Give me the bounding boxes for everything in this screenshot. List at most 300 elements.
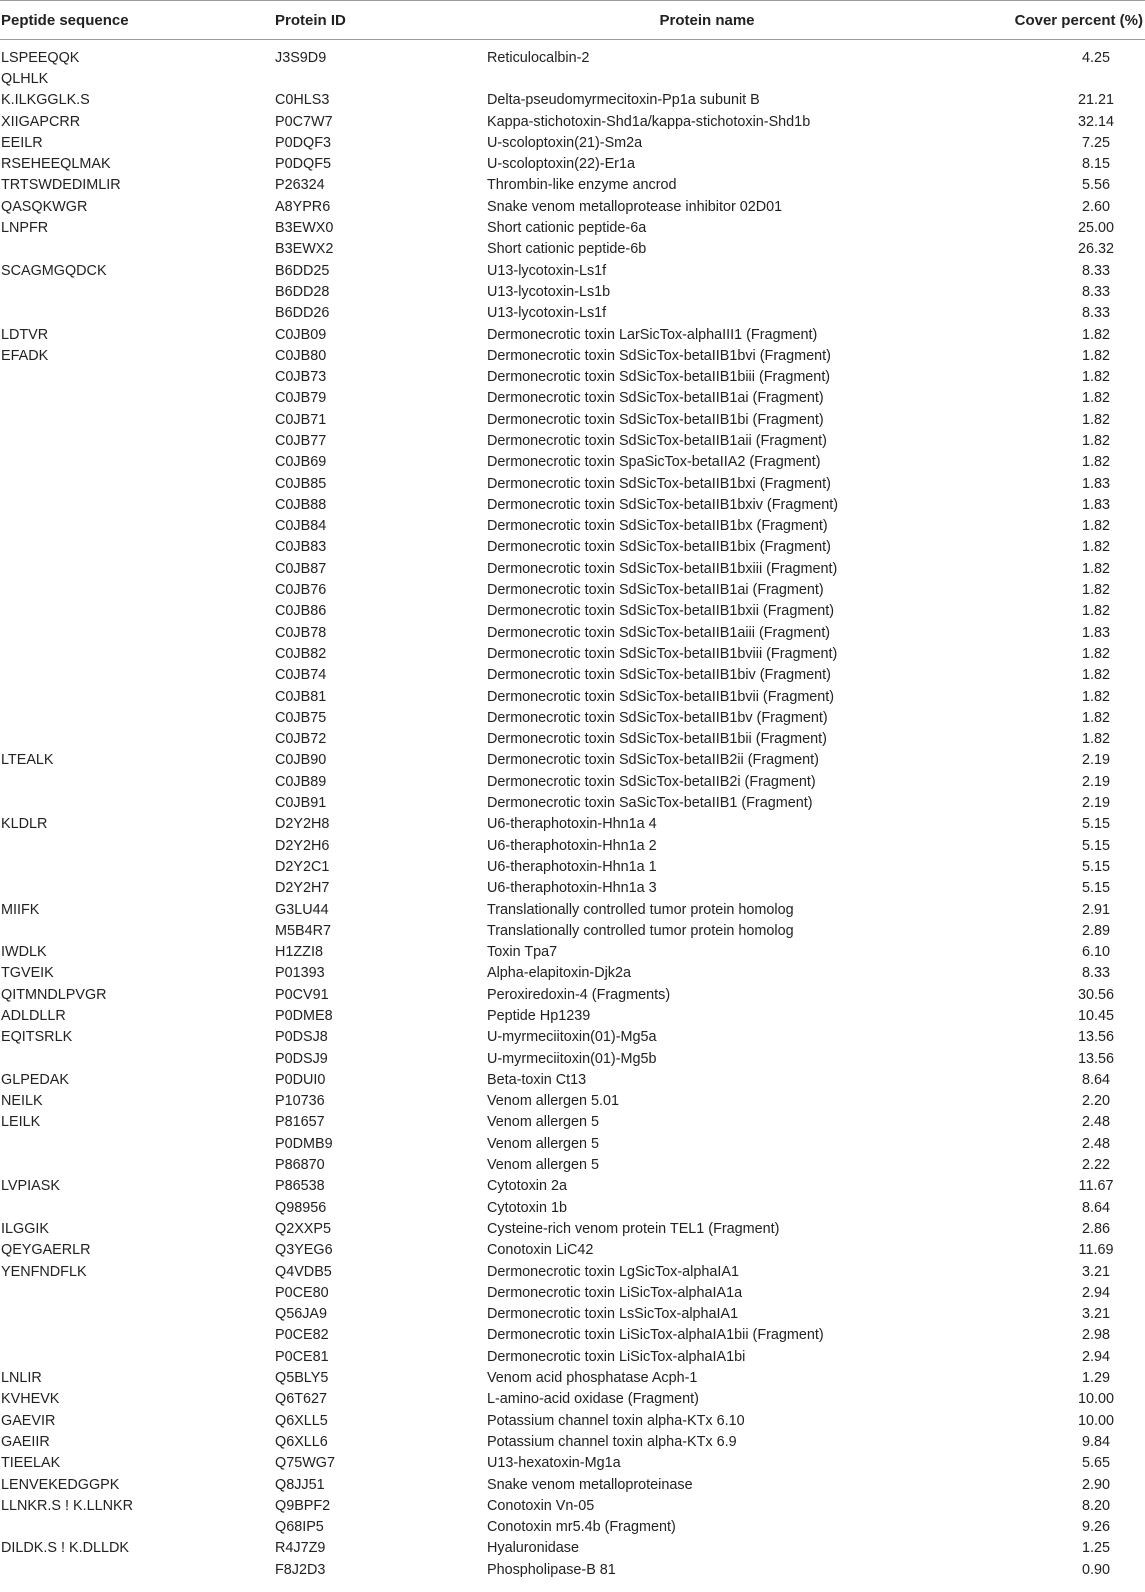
table-row [0,132,1145,153]
cover-percent-cell: 8.64 [1081,1071,1110,1088]
protein-id-cell: B6DD28 [275,283,330,300]
protein-name-cell: Dermonecrotic toxin SdSicTox-betaIIB1aiii (Fragment) [487,624,831,641]
table-row [0,856,1145,877]
cover-percent-cell: 1.29 [1081,1370,1110,1387]
protein-id-cell: Q6XLL6 [275,1433,328,1450]
peptide-sequence-cell: GAEIIR [1,1433,50,1450]
cover-percent-cell: 5.15 [1081,816,1110,833]
protein-name-cell: Dermonecrotic toxin SdSicTox-betaIIB2ii (Fragment) [487,752,819,769]
cover-percent-cell: 26.32 [1077,241,1114,258]
protein-id-cell: P86538 [275,1178,325,1195]
cover-percent-cell: 1.82 [1081,731,1110,748]
table-row [0,729,1145,750]
protein-name-cell: Dermonecrotic toxin LiSicTox-alphaIA1a [487,1284,743,1301]
protein-name-cell: Dermonecrotic toxin LiSicTox-alphaIA1bi [487,1348,746,1365]
protein-id-cell: J3S9D9 [275,49,327,66]
peptide-sequence-cell: NEILK [1,1093,43,1110]
protein-name-cell: Delta-pseudomyrmecitoxin-Pp1a subunit B [487,92,760,109]
table-row [0,814,1145,835]
cover-percent-cell: 5.15 [1081,880,1110,897]
table-row [0,579,1145,600]
protein-name-cell: Potassium channel toxin alpha-KTx 6.9 [487,1433,737,1450]
peptide-sequence-cell: EFADK [1,347,49,364]
table-row [0,1176,1145,1197]
table-row [0,1261,1145,1282]
protein-id-cell: B3EWX0 [275,220,334,237]
header-protein-id: Protein ID [275,11,346,29]
table-row [0,409,1145,430]
protein-name-cell: Dermonecrotic toxin LarSicTox-alphaIII1 (Fragment) [487,326,818,343]
protein-id-cell: Q56JA9 [275,1306,327,1323]
protein-id-cell: P0DME8 [275,1008,333,1024]
cover-percent-cell: 2.91 [1081,901,1110,918]
peptide-sequence-cell: GLPEDAK [1,1071,69,1088]
protein-name-cell: Short cationic peptide-6a [487,220,647,237]
protein-id-cell: C0HLS3 [275,92,330,109]
cover-percent-cell: 10.00 [1077,1412,1114,1429]
protein-name-cell: Dermonecrotic toxin SdSicTox-betaIIB1bvii (Fragment) [487,688,835,705]
peptide-sequence-cell: QASQKWGR [1,198,88,215]
protein-name-cell: U6-theraphotoxin-Hhn1a 4 [487,816,657,833]
peptide-sequence-cell: XIIGAPCRR [1,113,81,130]
table-row [0,1005,1145,1026]
protein-id-cell: C0JB91 [275,795,327,812]
table-row [0,941,1145,962]
cover-percent-cell: 1.25 [1081,1540,1110,1557]
cover-percent-cell: 1.82 [1081,390,1110,407]
protein-name-cell: Dermonecrotic toxin SdSicTox-betaIIB1biii (Fragment) [487,369,831,386]
cover-percent-cell: 11.69 [1078,1242,1114,1259]
table-row [0,643,1145,664]
cover-percent-cell: 3.21 [1081,1263,1110,1280]
protein-id-cell: H1ZZI8 [275,944,323,961]
protein-name-cell: U13-lycotoxin-Ls1f [487,262,607,279]
protein-name-cell: Dermonecrotic toxin SpaSicTox-betaIIA2 (Fragment) [487,454,821,471]
cover-percent-cell: 6.10 [1081,944,1110,961]
protein-id-cell: P0CE81 [275,1348,329,1365]
peptide-sequence-cell: LNLIR [1,1370,42,1387]
table-row [0,303,1145,324]
header-protein-name: Protein name [659,11,755,29]
peptide-sequence-cell: QEYGAERLR [1,1242,91,1259]
protein-id-cell: C0JB74 [275,667,327,684]
protein-name-cell: Dermonecrotic toxin SdSicTox-betaIIB1bix (Fragment) [487,539,831,556]
protein-id-cell: P0CE82 [275,1327,329,1344]
table-row [0,1559,1145,1580]
protein-id-cell: C0JB85 [275,475,327,492]
protein-name-cell: Snake venom metalloproteinase [487,1476,693,1493]
table-row [0,622,1145,643]
table-row [0,1516,1145,1537]
table-row [0,558,1145,579]
cover-percent-cell: 10.00 [1077,1391,1114,1408]
cover-percent-cell: 8.33 [1081,305,1110,322]
table-row [0,1453,1145,1474]
table-row [0,899,1145,920]
protein-id-cell: Q75WG7 [275,1455,335,1472]
protein-id-cell: C0JB76 [275,582,327,599]
protein-name-cell: Potassium channel toxin alpha-KTx 6.10 [487,1412,745,1429]
protein-id-cell: D2Y2H8 [275,816,330,833]
cover-percent-cell: 1.82 [1081,326,1110,343]
table-row [0,366,1145,387]
protein-id-cell: Q4VDB5 [275,1263,332,1280]
protein-id-cell: C0JB71 [275,411,327,428]
table-row [0,47,1145,68]
cover-percent-cell: 4.25 [1081,49,1110,66]
cover-percent-cell: 13.56 [1077,1029,1114,1046]
table-row [0,281,1145,302]
protein-name-cell: Translationally controlled tumor protein homolog [487,922,794,939]
table-row [0,388,1145,409]
peptide-sequence-cell: K.ILKGGLK.S [1,92,90,109]
peptide-sequence-cell: EQITSRLK [1,1029,73,1046]
protein-name-cell: Thrombin-like enzyme ancrod [487,177,677,194]
protein-id-cell: D2Y2H7 [275,880,330,897]
protein-id-cell: C0JB69 [275,454,327,471]
protein-id-cell: Q8JJ51 [275,1476,325,1493]
peptide-sequence-cell: DILDK.S ! K.DLLDK [1,1540,129,1557]
cover-percent-cell: 8.64 [1081,1199,1110,1216]
protein-id-cell: D2Y2H6 [275,837,330,854]
table-row [0,1367,1145,1388]
cover-percent-cell: 8.20 [1081,1497,1110,1514]
protein-id-cell: C0JB84 [275,518,327,535]
cover-percent-cell: 5.15 [1081,837,1110,854]
peptide-sequence-cell: LVPIASK [1,1178,60,1195]
peptide-sequence-cell: ILGGIK [1,1220,49,1237]
cover-percent-cell: 1.82 [1081,582,1110,599]
table-row [0,90,1145,111]
table-row [0,1538,1145,1559]
protein-name-cell: Reticulocalbin-2 [487,49,590,66]
protein-id-cell: P0DQF3 [275,134,331,151]
protein-name-cell: Venom allergen 5 [487,1135,600,1152]
cover-percent-cell: 2.20 [1081,1093,1110,1110]
protein-id-cell: P86870 [275,1157,325,1174]
cover-percent-cell: 2.86 [1081,1220,1110,1237]
table-row [0,324,1145,345]
cover-percent-cell: 2.48 [1081,1135,1110,1152]
protein-id-cell: C0JB88 [275,496,327,513]
cover-percent-cell: 1.82 [1081,518,1110,535]
peptide-sequence-cell: KVHEVK [1,1391,60,1408]
cover-percent-cell: 2.94 [1081,1284,1110,1301]
table-row [0,260,1145,281]
cover-percent-cell: 2.94 [1081,1348,1110,1365]
protein-name-cell: Venom acid phosphatase Acph-1 [487,1370,698,1387]
protein-name-cell: U13-hexatoxin-Mg1a [487,1455,621,1472]
protein-id-cell: R4J7Z9 [275,1540,326,1557]
cover-percent-cell: 2.19 [1081,795,1110,812]
protein-id-cell: P0CV91 [275,986,329,1003]
protein-name-cell: U6-theraphotoxin-Hhn1a 1 [487,858,657,875]
cover-percent-cell: 25.00 [1077,220,1114,237]
protein-id-cell: C0JB90 [275,752,327,769]
table-row [0,1154,1145,1175]
cover-percent-cell: 2.89 [1081,922,1110,939]
protein-name-cell: Dermonecrotic toxin SdSicTox-betaIIB1aii (Fragment) [487,432,827,449]
peptide-sequence-cell: ADLDLLR [1,1008,66,1024]
table-row [0,196,1145,217]
table-row [0,771,1145,792]
protein-id-cell: Q98956 [275,1199,327,1216]
peptide-sequence-cell: QITMNDLPVGR [1,986,107,1003]
peptide-sequence-cell: IWDLK [1,944,47,961]
cover-percent-cell: 3.21 [1081,1306,1110,1323]
cover-percent-cell: 5.56 [1081,177,1110,194]
protein-id-cell: P0DSJ9 [275,1050,328,1067]
cover-percent-cell: 7.25 [1081,134,1110,151]
cover-percent-cell: 1.82 [1081,454,1110,471]
table-row [0,68,1145,89]
peptide-sequence-cell: LNPFR [1,220,49,237]
cover-percent-cell: 11.67 [1078,1178,1114,1195]
protein-id-cell: Q5BLY5 [275,1370,329,1387]
protein-name-cell: Dermonecrotic toxin LsSicTox-alphaIA1 [487,1306,739,1323]
header-cover-percent: Cover percent (%) [1014,11,1143,29]
table-row [0,1346,1145,1367]
protein-name-cell: Dermonecrotic toxin SdSicTox-betaIIB1ai (Fragment) [487,582,824,599]
table-row [0,963,1145,984]
protein-id-cell: M5B4R7 [275,922,331,939]
peptide-sequence-cell: QLHLK [1,70,49,87]
table-row [0,153,1145,174]
protein-id-cell: P01393 [275,965,325,982]
peptide-sequence-cell: SCAGMGQDCK [1,262,107,279]
protein-name-cell: Alpha-elapitoxin-Djk2a [487,965,631,982]
protein-name-cell: U6-theraphotoxin-Hhn1a 2 [487,837,657,854]
table-row [0,878,1145,899]
protein-id-cell: P0DMB9 [275,1135,333,1152]
cover-percent-cell: 2.19 [1081,752,1110,769]
protein-name-cell: Kappa-stichotoxin-Shd1a/kappa-stichotoxin-Shd1b [487,113,811,130]
protein-id-cell: C0JB77 [275,432,327,449]
peptide-sequence-cell: TRTSWDEDIMLIR [1,177,121,194]
peptide-sequence-cell: MIIFK [1,901,40,918]
cover-percent-cell: 1.82 [1081,411,1110,428]
cover-percent-cell: 5.15 [1081,858,1110,875]
table-row [0,707,1145,728]
protein-name-cell: Dermonecrotic toxin LiSicTox-alphaIA1bii (Fragment) [487,1327,824,1344]
peptide-sequence-cell: RSEHEEQLMAK [1,156,111,173]
table-row [0,494,1145,515]
protein-name-cell: Phospholipase-B 81 [487,1561,616,1578]
protein-name-cell: Conotoxin LiC42 [487,1242,594,1259]
protein-id-cell: Q68IP5 [275,1519,324,1536]
table-row [0,516,1145,537]
table-row [0,1474,1145,1495]
cover-percent-cell: 1.82 [1081,645,1110,662]
table-row [0,473,1145,494]
cover-percent-cell: 30.56 [1077,986,1114,1003]
protein-id-cell: Q6XLL5 [275,1412,328,1429]
table-row [0,1133,1145,1154]
table-row [0,1112,1145,1133]
protein-id-cell: C0JB89 [275,773,327,790]
cover-percent-cell: 13.56 [1077,1050,1114,1067]
protein-name-cell: U-scoloptoxin(21)-Sm2a [487,134,643,151]
protein-name-cell: Venom allergen 5 [487,1157,600,1174]
protein-id-cell: C0JB86 [275,603,327,620]
protein-id-cell: B6DD25 [275,262,330,279]
protein-id-cell: P0DUI0 [275,1071,326,1088]
table-row [0,835,1145,856]
table-row [0,1048,1145,1069]
peptide-sequence-cell: LLNKR.S ! K.LLNKR [1,1497,133,1514]
protein-id-cell: P0CE80 [275,1284,329,1301]
protein-name-cell: Beta-toxin Ct13 [487,1071,587,1088]
protein-name-cell: U13-lycotoxin-Ls1f [487,305,607,322]
protein-name-cell: L-amino-acid oxidase (Fragment) [487,1391,699,1408]
cover-percent-cell: 9.26 [1081,1519,1110,1536]
cover-percent-cell: 1.82 [1081,709,1110,726]
cover-percent-cell: 2.19 [1081,773,1110,790]
peptide-sequence-cell: LEILK [1,1114,41,1131]
table-header [0,0,1145,40]
table-row [0,1197,1145,1218]
cover-percent-cell: 8.15 [1081,156,1110,173]
protein-name-cell: Dermonecrotic toxin SdSicTox-betaIIB1bxii (Fragment) [487,603,835,620]
protein-name-cell: Cytotoxin 1b [487,1199,567,1216]
cover-percent-cell: 2.90 [1081,1476,1110,1493]
protein-name-cell: Short cationic peptide-6b [487,241,647,258]
protein-name-cell: Hyaluronidase [487,1540,579,1557]
cover-percent-cell: 1.82 [1081,347,1110,364]
table-row [0,452,1145,473]
protein-id-cell: C0JB75 [275,709,327,726]
header-peptide-sequence: Peptide sequence [1,11,129,29]
protein-name-cell: Dermonecrotic toxin SdSicTox-betaIIB1bx (Fragment) [487,518,828,535]
protein-name-cell: Dermonecrotic toxin SdSicTox-betaIIB1bxi (Fragment) [487,475,831,492]
protein-name-cell: Conotoxin mr5.4b (Fragment) [487,1519,676,1536]
cover-percent-cell: 8.33 [1081,965,1110,982]
table-body [0,40,1145,1580]
peptide-sequence-cell: TGVEIK [1,965,54,982]
protein-name-cell: Dermonecrotic toxin SdSicTox-betaIIB1bii (Fragment) [487,731,827,748]
table-row [0,601,1145,622]
cover-percent-cell: 2.98 [1081,1327,1110,1344]
protein-id-cell: C0JB87 [275,560,327,577]
peptide-sequence-cell: EEILR [1,134,43,151]
table-row [0,1282,1145,1303]
table-row [0,750,1145,771]
protein-name-cell: Translationally controlled tumor protein homolog [487,901,794,918]
table-row [0,1304,1145,1325]
cover-percent-cell: 8.33 [1081,262,1110,279]
protein-name-cell: Dermonecrotic toxin SdSicTox-betaIIB1bvi (Fragment) [487,347,831,364]
protein-id-cell: B6DD26 [275,305,330,322]
protein-name-cell: Dermonecrotic toxin LgSicTox-alphaIA1 [487,1263,739,1280]
protein-name-cell: Dermonecrotic toxin SdSicTox-betaIIB1bi (Fragment) [487,411,824,428]
peptide-sequence-cell: LENVEKEDGGPK [1,1476,120,1493]
protein-name-cell: Cysteine-rich venom protein TEL1 (Fragment) [487,1220,780,1237]
protein-name-cell: Conotoxin Vn-05 [487,1497,595,1514]
protein-name-cell: Dermonecrotic toxin SdSicTox-betaIIB1bviii (Fragment) [487,645,838,662]
cover-percent-cell: 1.83 [1081,475,1110,492]
cover-percent-cell: 5.65 [1081,1455,1110,1472]
table-row [0,1410,1145,1431]
protein-id-cell: P81657 [275,1114,325,1131]
protein-name-cell: Snake venom metalloprotease inhibitor 02D01 [487,198,783,215]
table-row [0,1389,1145,1410]
cover-percent-cell: 2.60 [1081,198,1110,215]
protein-name-cell: Dermonecrotic toxin SdSicTox-betaIIB1bv (Fragment) [487,709,828,726]
table-row [0,1431,1145,1452]
protein-id-cell: P0C7W7 [275,113,333,130]
protein-name-cell: U13-lycotoxin-Ls1b [487,283,611,300]
protein-id-cell: Q9BPF2 [275,1497,331,1514]
protein-name-cell: U6-theraphotoxin-Hhn1a 3 [487,880,657,897]
protein-id-cell: D2Y2C1 [275,858,330,875]
table-row [0,1069,1145,1090]
table-row [0,175,1145,196]
cover-percent-cell: 10.45 [1077,1008,1114,1024]
protein-name-cell: Toxin Tpa7 [487,944,558,961]
protein-name-cell: Dermonecrotic toxin SaSicTox-betaIIB1 (Fragment) [487,795,813,812]
protein-name-cell: U-scoloptoxin(22)-Er1a [487,156,635,173]
table-row [0,1240,1145,1261]
table-row [0,537,1145,558]
protein-id-cell: B3EWX2 [275,241,334,258]
cover-percent-cell: 2.48 [1081,1114,1110,1131]
cover-percent-cell: 1.82 [1081,560,1110,577]
protein-id-cell: A8YPR6 [275,198,331,215]
peptide-sequence-cell: LTEALK [1,752,54,769]
cover-percent-cell: 21.21 [1077,92,1114,109]
cover-percent-cell: 0.90 [1081,1561,1110,1578]
protein-id-cell: C0JB78 [275,624,327,641]
table-row [0,111,1145,132]
protein-id-cell: C0JB83 [275,539,327,556]
peptide-sequence-cell: KLDLR [1,816,48,833]
table-row [0,430,1145,451]
peptide-sequence-cell: GAEVIR [1,1412,56,1429]
protein-id-cell: C0JB79 [275,390,327,407]
cover-percent-cell: 1.82 [1081,688,1110,705]
protein-id-cell: C0JB73 [275,369,327,386]
table-row [0,920,1145,941]
protein-name-cell: Dermonecrotic toxin SdSicTox-betaIIB1bxiv (Fragment) [487,496,839,513]
table-row [0,239,1145,260]
cover-percent-cell: 1.83 [1081,496,1110,513]
cover-percent-cell: 2.22 [1081,1157,1110,1174]
cover-percent-cell: 1.82 [1081,539,1110,556]
protein-name-cell: Dermonecrotic toxin SdSicTox-betaIIB1ai (Fragment) [487,390,824,407]
cover-percent-cell: 8.33 [1081,283,1110,300]
protein-id-cell: C0JB82 [275,645,327,662]
protein-id-cell: C0JB80 [275,347,327,364]
protein-id-cell: Q6T627 [275,1391,327,1408]
protein-name-cell: Venom allergen 5.01 [487,1093,620,1110]
table-row [0,217,1145,238]
peptide-sequence-cell: TIEELAK [1,1455,61,1472]
peptide-sequence-cell: YENFNDFLK [1,1263,87,1280]
cover-percent-cell: 1.82 [1081,667,1110,684]
table-row [0,665,1145,686]
protein-id-cell: P26324 [275,177,325,194]
cover-percent-cell: 9.84 [1081,1433,1110,1450]
cover-percent-cell: 1.83 [1081,624,1110,641]
table-row [0,686,1145,707]
protein-name-cell: U-myrmeciitoxin(01)-Mg5b [487,1050,657,1067]
protein-id-cell: Q2XXP5 [275,1220,331,1237]
protein-id-cell: F8J2D3 [275,1561,326,1578]
table-row [0,1495,1145,1516]
cover-percent-cell: 32.14 [1077,113,1114,130]
cover-percent-cell: 1.82 [1081,369,1110,386]
protein-id-cell: C0JB09 [275,326,327,343]
